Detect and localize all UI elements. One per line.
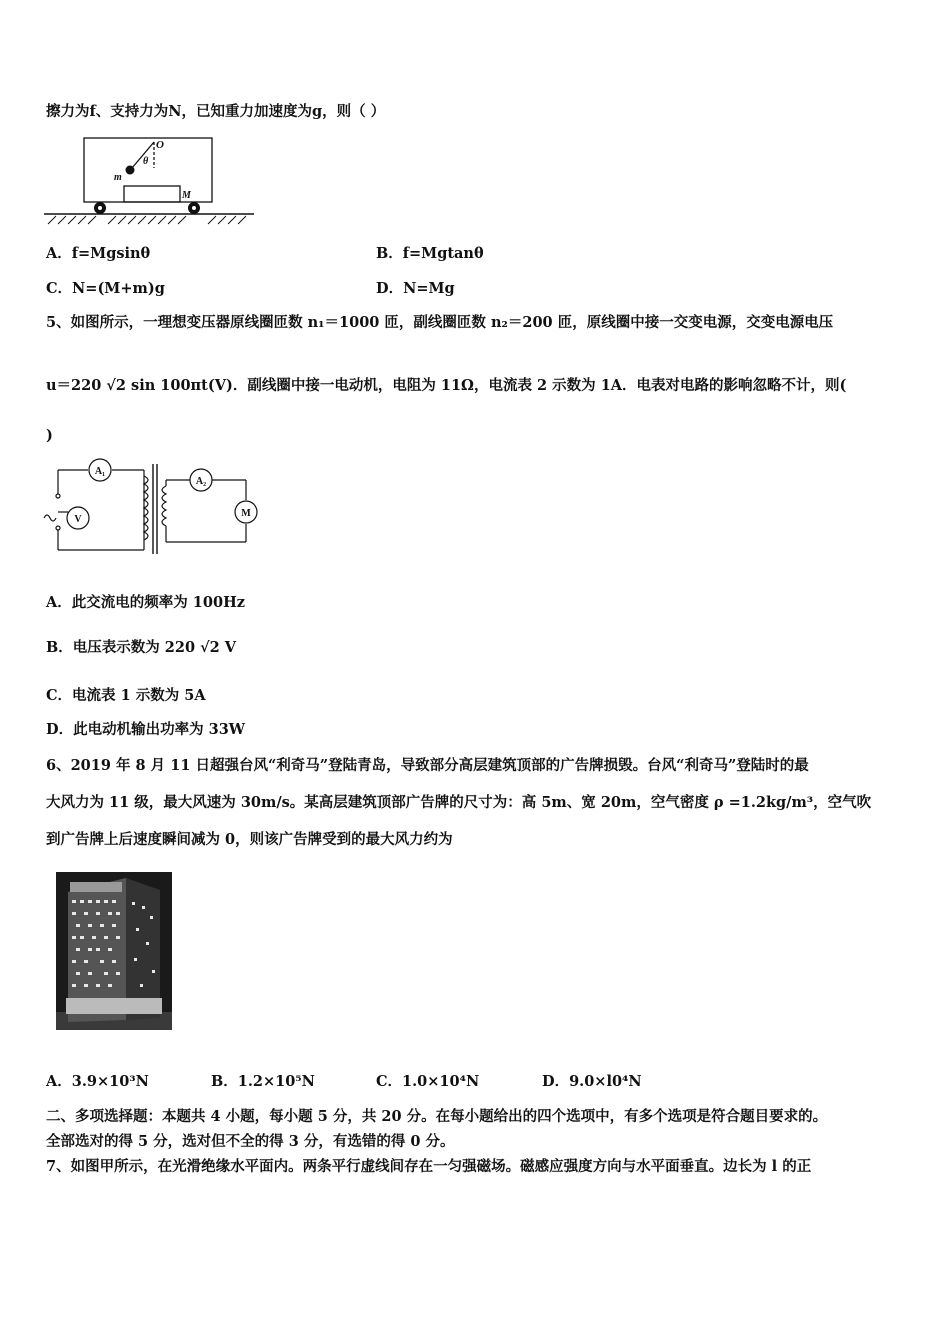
q6-option-a[interactable]: A．3.9×10³N [46, 1073, 149, 1090]
q5-transformer-circuit [40, 456, 270, 560]
q5-line-3: ) [46, 427, 53, 444]
q6-option-d[interactable]: D．9.0×l0⁴N [542, 1073, 642, 1090]
q5-line-2: u＝220 √2 sin 100πt(V)．副线圈中接一电动机，电阻为 11Ω，电流表 2 示数为 1A．电表对电路的影响忽略不计，则( [46, 377, 847, 394]
q5-option-c[interactable]: C．电流表 1 示数为 5A [46, 687, 206, 704]
pendulum-bob [126, 166, 135, 175]
label-a1: A₁ [94, 466, 106, 477]
q6-line-3: 到广告牌上后速度瞬间减为 0，则该广告牌受到的最大风力约为 [46, 831, 453, 848]
section-2-scoring: 全部选对的得 5 分，选对但不全的得 3 分，有选错的得 0 分。 [46, 1133, 455, 1150]
q6-building-photo [56, 872, 172, 1030]
label-motor: M [241, 508, 251, 519]
q4-cart-figure [44, 134, 264, 226]
q4-option-b[interactable]: B．f=Mgtanθ [376, 245, 484, 262]
label-theta: θ [143, 156, 149, 167]
secondary-coil [162, 486, 166, 526]
label-m: m [114, 172, 122, 183]
label-v: V [74, 514, 82, 525]
q6-line-1: 6、2019 年 8 月 11 日超强台风“利奇马”登陆青岛，导致部分高层建筑顶部的广告牌损毁。台风“利奇马”登陆时的最 [46, 757, 809, 774]
q6-option-b[interactable]: B．1.2×10⁵N [211, 1073, 315, 1090]
cart-body [84, 138, 212, 202]
q5-line-1: 5、如图所示，一理想变压器原线圈匝数 n₁＝1000 匝，副线圈匝数 n₂＝200 匝，原线圈中接一交变电源，交变电源电压 [46, 314, 834, 331]
q6-option-c[interactable]: C．1.0×10⁴N [376, 1073, 480, 1090]
q7-line-1: 7、如图甲所示，在光滑绝缘水平面内。两条平行虚线间存在一匀强磁场。磁感应强度方向与水平面垂直。边长为 l 的正 [46, 1158, 812, 1175]
q6-line-2: 大风力为 11 级，最大风速为 30m/s。某高层建筑顶部广告牌的尺寸为：高 5m、宽 20m，空气密度 ρ =1.2kg/m³，空气吹 [46, 794, 872, 811]
q5-option-b[interactable]: B．电压表示数为 220 √2 V [46, 639, 237, 656]
label-o: O [156, 139, 164, 151]
section-2-heading: 二、多项选择题：本题共 4 小题，每小题 5 分，共 20 分。在每小题给出的四个选项中，有多个选项是符合题目要求的。 [46, 1108, 828, 1125]
label-M: M [182, 190, 191, 201]
q4-stem: 擦力为f、支持力为N，已知重力加速度为g，则（ ） [46, 103, 386, 120]
q4-option-c[interactable]: C．N=(M+m)g [46, 280, 165, 297]
q4-option-d[interactable]: D．N=Mg [376, 280, 455, 297]
q5-option-a[interactable]: A．此交流电的频率为 100Hz [46, 594, 245, 611]
ac-source-icon [44, 515, 56, 521]
q5-option-d[interactable]: D．此电动机输出功率为 33W [46, 721, 246, 738]
primary-coil [144, 476, 148, 540]
block-M [124, 186, 180, 202]
q4-option-a[interactable]: A．f=Mgsinθ [46, 245, 151, 262]
label-a2: A₂ [195, 476, 207, 487]
